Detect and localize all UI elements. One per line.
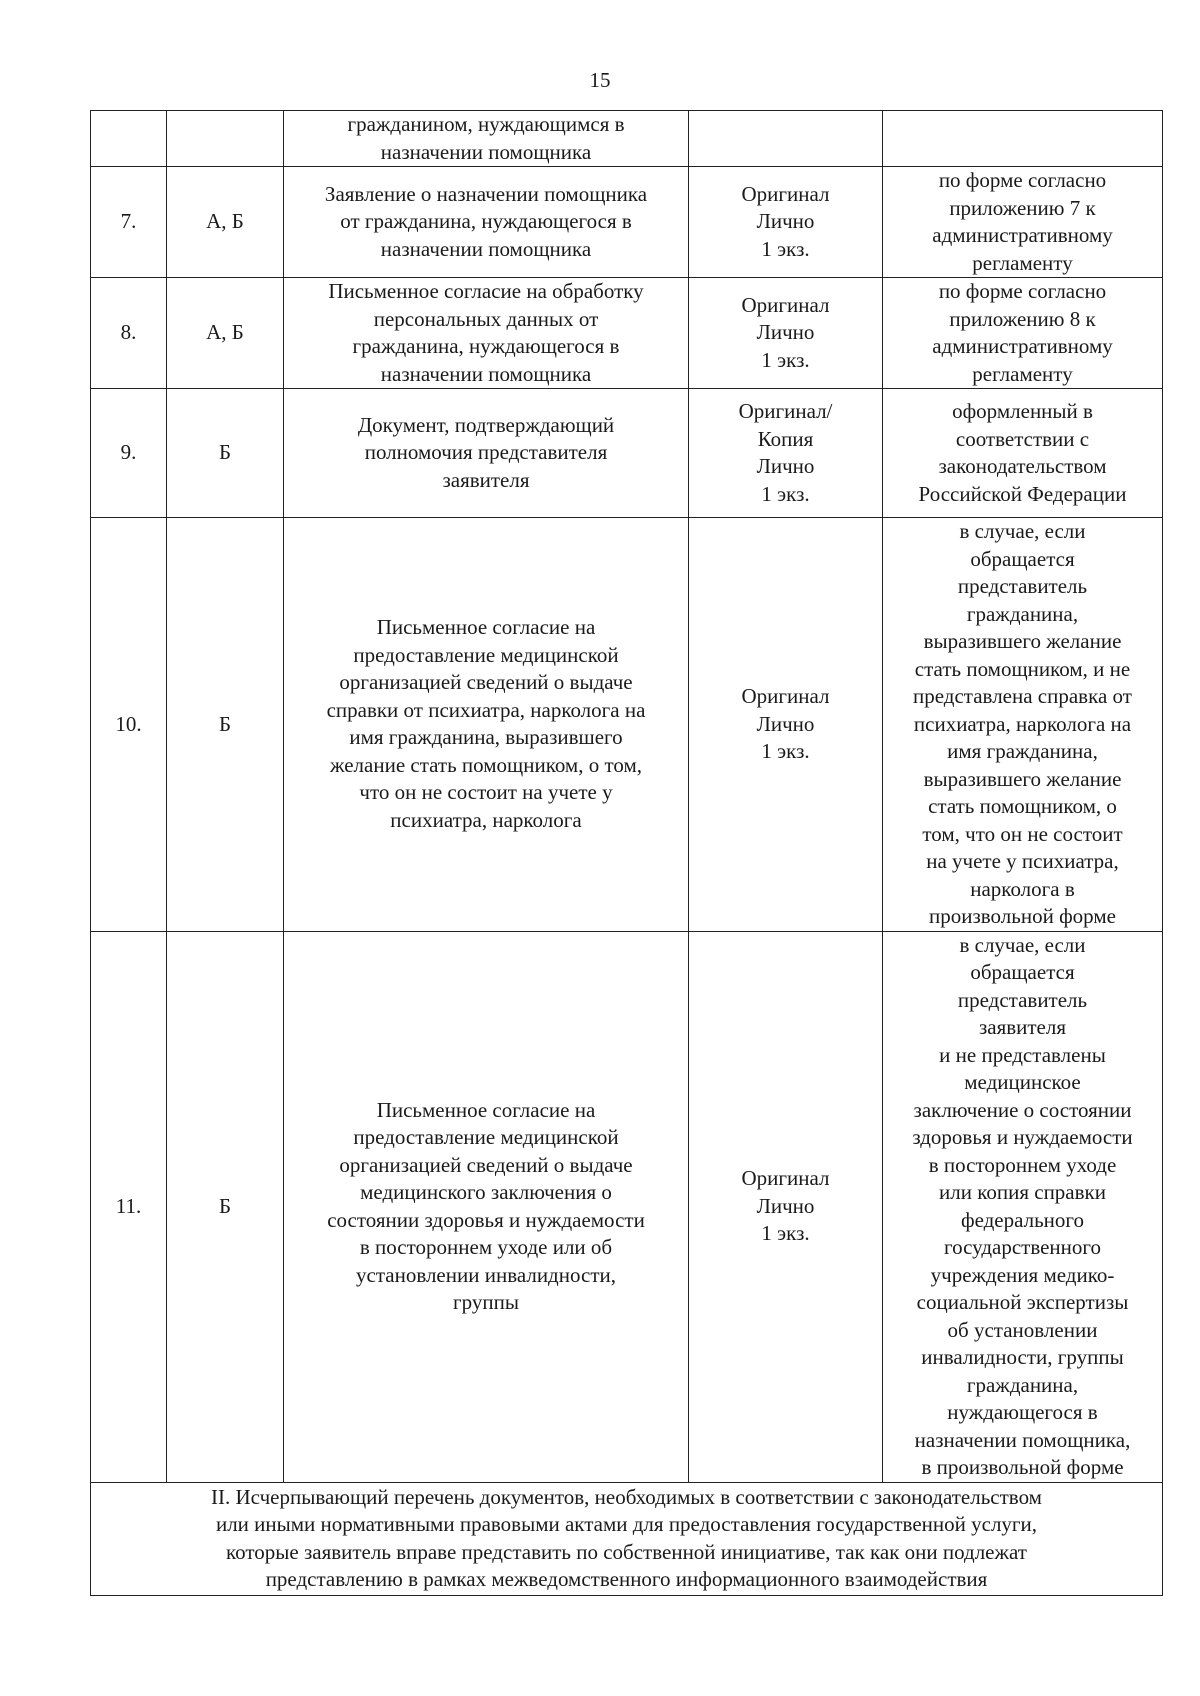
row-number-cell: 10.	[91, 518, 167, 932]
document-name-cell	[284, 278, 689, 389]
document-name-cell-line: заявителя	[442, 467, 530, 492]
document-name-cell-line: имя гражданина, выразившего	[349, 725, 623, 750]
document-name-cell-line: Письменное согласие на	[376, 615, 596, 640]
page-number: 15	[589, 68, 611, 92]
note-cell-line: нуждающегося в	[947, 1400, 1098, 1424]
form-cell	[689, 389, 883, 518]
note-cell-line: Российской Федерации	[918, 481, 1127, 506]
form-cell	[689, 931, 883, 1482]
category-cell: А, Б	[167, 167, 284, 278]
document-name-cell-line: полномочия представителя	[364, 440, 608, 465]
table-row-continuation	[91, 111, 1163, 167]
note-cell-line: медицинское	[964, 1070, 1081, 1094]
table-row	[91, 167, 1163, 278]
document-name-cell-line: что он не состоит на учете у	[359, 780, 613, 805]
note-cell-line: представитель	[957, 574, 1088, 598]
document-name-cell-line: группы	[453, 1290, 519, 1314]
document-name-cell-line: состоянии здоровья и нуждаемости	[327, 1207, 645, 1232]
form-cell-line: Копия	[757, 426, 814, 451]
form-cell-line: 1 экз.	[761, 481, 810, 506]
section-heading-line: II. Исчерпывающий перечень документов, необходимых в соответствии с законодательством	[211, 1484, 1042, 1509]
note-cell-line: имя гражданина,	[947, 739, 1098, 763]
form-cell-line: Оригинал	[741, 684, 830, 708]
form-cell-line: Лично	[756, 320, 815, 345]
document-name-cell-line: установлении инвалидности,	[356, 1262, 616, 1287]
document-name-cell	[284, 931, 689, 1482]
form-cell-line: Лично	[756, 711, 815, 736]
document-name-cell-line: Письменное согласие на	[376, 1097, 596, 1122]
document-name-cell-line: персональных данных от	[373, 306, 599, 331]
note-cell-line: административному	[932, 334, 1113, 358]
num-cell	[91, 111, 167, 167]
document-name-cell-line: назначении помощника	[380, 139, 592, 164]
document-name-cell-line: гражданином, нуждающимся в	[347, 112, 625, 136]
document-name-cell-line: психиатра, нарколога	[390, 807, 582, 832]
note-cell-line: в случае, если	[959, 519, 1086, 543]
document-name-cell	[284, 518, 689, 932]
note-cell-line: на учете у психиатра,	[926, 849, 1119, 873]
category-cell: Б	[167, 389, 284, 518]
note-cell-line: инвалидности, группы	[921, 1345, 1124, 1369]
document-name-cell-line: организацией сведений о выдаче	[339, 670, 633, 695]
note-cell-line: нарколога в	[970, 876, 1075, 901]
document-name-cell-line: Заявление о назначении помощника	[324, 181, 648, 206]
form-cell-line: 1 экз.	[761, 236, 810, 261]
note-cell-line: гражданина,	[966, 601, 1079, 626]
document-name-cell-line: назначении помощника	[380, 361, 592, 386]
note-cell-line: психиатра, нарколога на	[913, 711, 1132, 736]
note-cell-line: или копия справки	[939, 1180, 1106, 1204]
note-cell	[883, 278, 1163, 389]
form-cell-line: 1 экз.	[761, 1221, 810, 1246]
section-heading-line: или иными нормативными правовыми актами для предоставления государственной услуги,	[215, 1512, 1038, 1536]
form-cell-line: 1 экз.	[761, 739, 810, 763]
note-cell-line: регламенту	[972, 250, 1073, 275]
note-cell-line: выразившего желание	[923, 766, 1122, 791]
document-name-cell-line: медицинского заключения о	[360, 1180, 612, 1204]
row-number-cell: 9.	[91, 389, 167, 518]
note-cell-line: об установлении	[947, 1317, 1098, 1342]
document-name-cell	[284, 389, 689, 518]
note-cell-line: по форме согласно	[938, 279, 1107, 303]
document-name-cell-line: справки от психиатра, нарколога на	[326, 697, 646, 722]
note-cell-line: приложению 7 к	[949, 195, 1096, 220]
row-number-cell: 8.	[91, 278, 167, 389]
row-number-cell: 11.	[91, 931, 167, 1482]
note-cell-line: законодательством	[938, 454, 1107, 478]
note-cell-line: в случае, если	[959, 932, 1086, 957]
document-name-cell-line: гражданина, нуждающегося в	[352, 334, 620, 358]
note-cell-line: представлена справка от	[913, 684, 1132, 708]
form-cell	[689, 167, 883, 278]
note-cell-line: государственного	[943, 1235, 1102, 1259]
note-cell-line: в произвольной форме	[921, 1455, 1124, 1479]
document-name-cell-line: предоставление медицинской	[353, 642, 619, 667]
note-cell	[883, 931, 1163, 1482]
note-cell-line: произвольной форме	[929, 904, 1116, 928]
document-name-cell-line: Письменное согласие на обработку	[328, 279, 644, 303]
section-heading-line: которые заявитель вправе представить по собственной инициативе, так как они подлежат	[226, 1539, 1027, 1564]
form-cell-line: Лично	[756, 209, 815, 234]
note-cell-line: том, что он не состоит	[922, 821, 1123, 846]
note-cell-line: оформленный в	[952, 399, 1093, 423]
note-cell-line: стать помощником, и не	[914, 656, 1131, 681]
note-cell-line: обращается	[970, 546, 1075, 571]
note-cell-line: назначении помощника,	[914, 1427, 1131, 1452]
table-row	[91, 278, 1163, 389]
form-cell-line: Оригинал	[741, 1166, 830, 1191]
note-cell-line: заявителя	[978, 1015, 1067, 1039]
note-cell-line: представитель	[957, 987, 1088, 1012]
document-name-cell-line: желание стать помощником, о том,	[329, 752, 643, 777]
note-cell	[883, 389, 1163, 518]
note-cell-line: заключение о состоянии	[913, 1097, 1132, 1122]
note-cell-line: федерального	[960, 1207, 1085, 1232]
form-cell-line: Лично	[756, 454, 815, 478]
form-cell	[689, 278, 883, 389]
note-cell	[883, 518, 1163, 932]
note-cell-line: здоровья и нуждаемости	[912, 1125, 1133, 1149]
category-cell	[167, 111, 284, 167]
form-cell-line: 1 экз.	[761, 347, 810, 372]
note-cell-line: гражданина,	[966, 1372, 1079, 1397]
category-cell: Б	[167, 931, 284, 1482]
note-cell	[883, 111, 1163, 167]
table-row	[91, 931, 1163, 1482]
category-cell: А, Б	[167, 278, 284, 389]
row-number-cell: 7.	[91, 167, 167, 278]
note-cell-line: регламенту	[972, 361, 1073, 386]
section-heading	[91, 1482, 1163, 1595]
document-name-cell-line: организацией сведений о выдаче	[339, 1152, 633, 1177]
category-cell: Б	[167, 518, 284, 932]
note-cell-line: выразившего желание	[923, 629, 1122, 653]
note-cell-line: приложению 8 к	[949, 306, 1096, 331]
note-cell-line: обращается	[970, 960, 1075, 984]
document-name-cell-line: от гражданина, нуждающегося в	[340, 209, 632, 234]
form-cell-line: Лично	[756, 1193, 815, 1218]
note-cell-line: учреждения медико-	[930, 1262, 1115, 1287]
note-cell-line: в постороннем уходе	[928, 1152, 1117, 1177]
form-cell	[689, 111, 883, 167]
form-cell-line: Оригинал	[741, 292, 830, 317]
table-row	[91, 389, 1163, 518]
note-cell-line: административному	[932, 223, 1113, 247]
documents-table	[90, 110, 1163, 1596]
document-name-cell	[284, 167, 689, 278]
document-name-cell-line: в постороннем уходе или об	[359, 1235, 613, 1259]
document-name-cell	[284, 111, 689, 167]
form-cell-line: Оригинал	[741, 181, 830, 206]
note-cell-line: и не представлены	[939, 1042, 1106, 1067]
note-cell-line: соответствии с	[955, 426, 1090, 451]
note-cell	[883, 167, 1163, 278]
note-cell-line: по форме согласно	[938, 168, 1107, 192]
document-name-cell-line: предоставление медицинской	[353, 1125, 619, 1149]
section-heading-row	[91, 1482, 1163, 1595]
section-heading-line: представлению в рамках межведомственного информационного взаимодействия	[265, 1567, 988, 1591]
form-cell	[689, 518, 883, 932]
table-row	[91, 518, 1163, 932]
note-cell-line: социальной экспертизы	[916, 1290, 1129, 1314]
document-name-cell-line: Документ, подтверждающий	[357, 412, 615, 437]
document-name-cell-line: назначении помощника	[380, 236, 592, 261]
form-cell-line: Оригинал/	[738, 399, 833, 423]
note-cell-line: стать помощником, о	[928, 794, 1117, 818]
